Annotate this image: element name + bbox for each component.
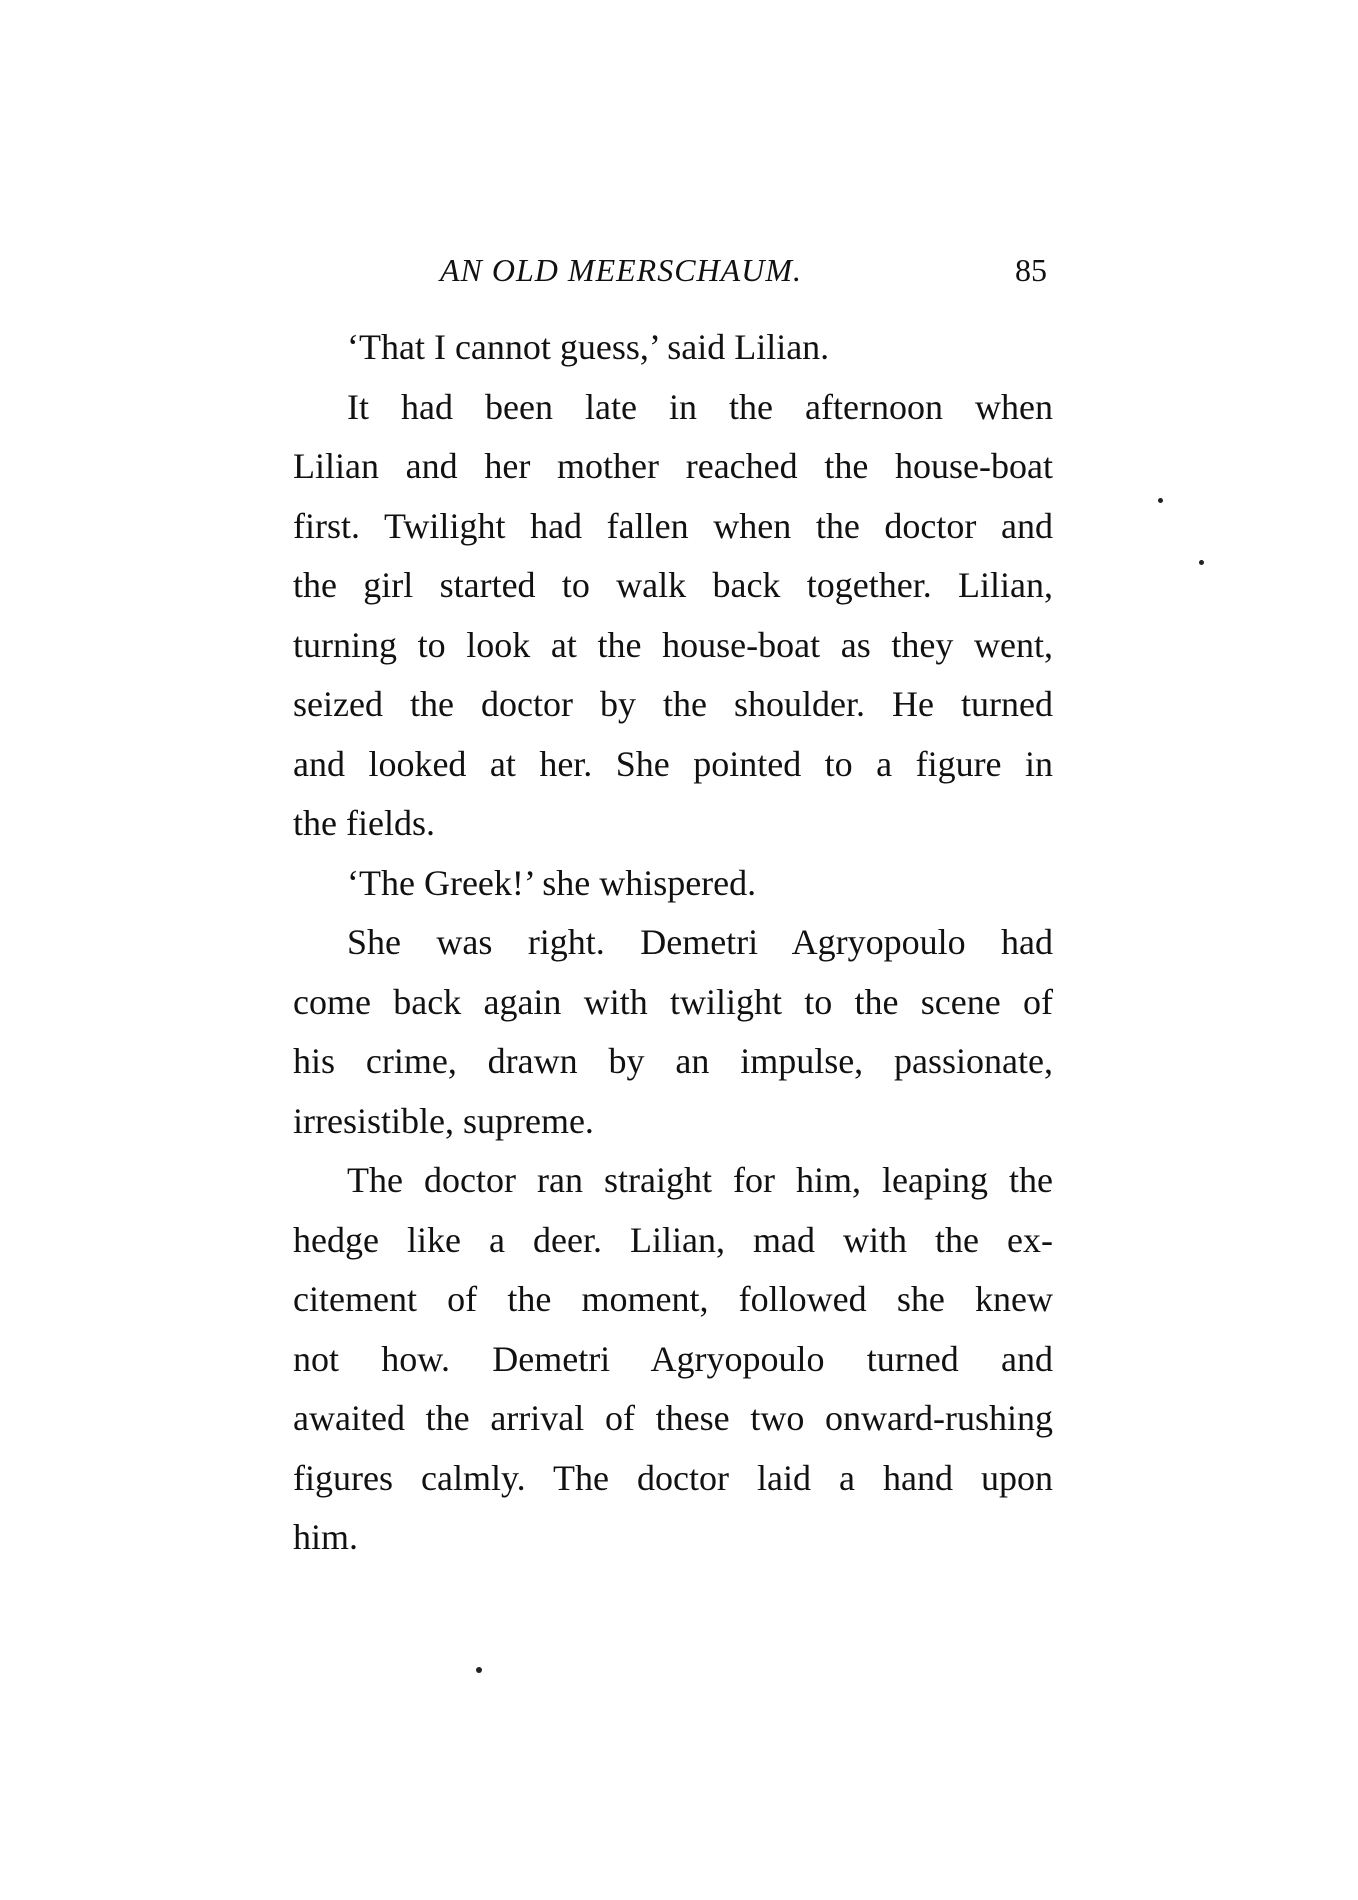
text-line: figures calmly. The doctor laid a hand upon [293,1457,1053,1498]
text-line: him. [293,1517,359,1557]
text-line: hedge like a deer. Lilian, mad with the ex- [293,1219,1053,1260]
text-line: ‘That I cannot guess,’ said Lilian. [347,327,830,367]
paragraph [293,318,1053,378]
text-line: turning to look at the house-boat as they went, [293,624,1053,665]
print-speck [476,1667,482,1673]
text-line: seized the doctor by the shoulder. He turned [293,684,1053,724]
text-line: and looked at her. She pointed to a figure in [293,743,1053,784]
text-line: come back again with twilight to the scene of [293,981,1053,1022]
paragraph [293,378,1053,854]
paragraph [293,1151,1053,1568]
text-line: not how. Demetri Agryopoulo turned and [293,1338,1053,1379]
text-line: She was right. Demetri Agryopoulo had [347,922,1053,962]
print-speck [1158,498,1163,503]
text-line: the girl started to walk back together. Lilian, [293,565,1053,605]
text-line: irresistible, supreme. [293,1100,594,1141]
running-title: AN OLD MEERSCHAUM. [440,252,802,288]
body-text [293,318,1053,1568]
page-number: 85 [1015,252,1047,288]
paragraph [293,913,1053,1151]
text-line: first. Twilight had fallen when the doctor and [293,505,1053,546]
text-line: Lilian and her mother reached the house-boat [293,446,1053,486]
text-line: It had been late in the afternoon when [347,386,1053,427]
text-line: his crime, drawn by an impulse, passionate, [293,1041,1053,1081]
text-line: awaited the arrival of these two onward-rushing [293,1398,1053,1438]
paragraph [293,854,1053,914]
text-line: citement of the moment, followed she knew [293,1279,1053,1319]
text-line: the fields. [293,803,435,843]
text-line: ‘The Greek!’ she whispered. [347,862,757,903]
print-speck [1199,560,1204,565]
text-line: The doctor ran straight for him, leaping the [347,1160,1053,1200]
